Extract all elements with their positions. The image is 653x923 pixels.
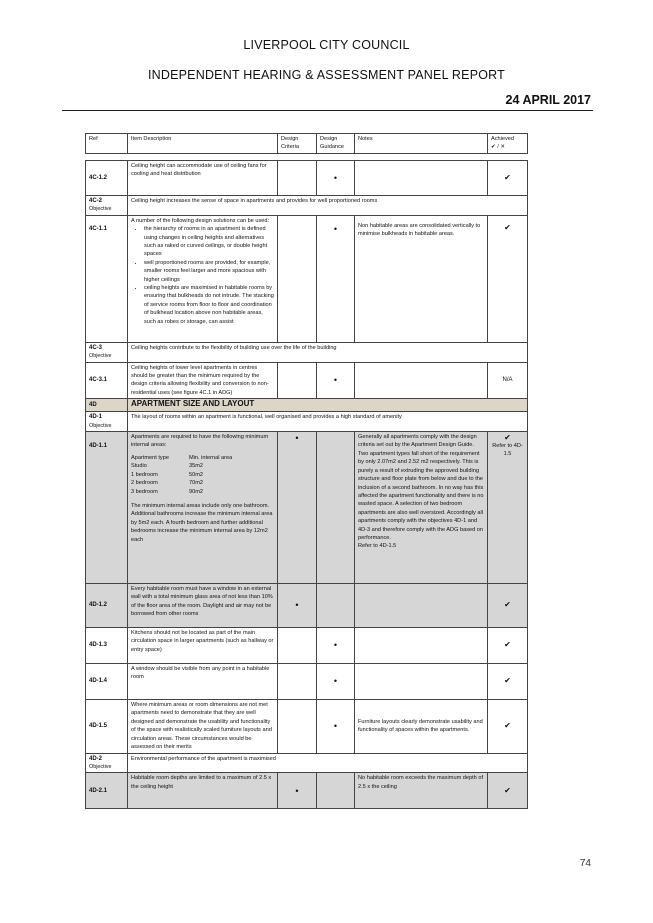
achieved-check: ✔: [488, 161, 528, 196]
compliance-table: [85, 133, 528, 809]
objective-desc: Environmental performance of the apartment is maximised: [128, 753, 528, 773]
row-desc: Every habitable room must have a window in an external wall with a total minimum glass area of not less than 10% of the floor area of the room. Daylight and air may not be borrowed from other rooms: [128, 584, 278, 628]
row-desc: Habitable room depths are limited to a maximum of 2.5 x the ceiling height: [128, 773, 278, 809]
apt-row: 2 bedroom 70m2: [131, 480, 203, 487]
achieved-marks: ✔ / ✕: [491, 144, 506, 151]
criteria-cell: [278, 628, 317, 664]
row-notes: Generally all apartments comply with the design criteria set out by the Apartment Design Guide. Two apartment types fall short of the requirement by only 2.07m2 and 2.52 m2 respectively. This is purely a result of extruding the approved building structure and floor plate from below and due to the inclusion of a second bathroom. In no way has this affected the apartment functionality and there is no wasted space. A selection of two bedroom apartments are also well oversized. Accordingly all apartments comply with the objectives 4D-1 and 4D-3 and therefore comply with the ADG based on performance. Refer to 4D-1.5: [355, 432, 488, 584]
row-ref: 4C-1.2: [86, 161, 128, 196]
objective-desc: Ceiling heights contribute to the flexibility of building use over the life of the building: [128, 342, 528, 362]
guidance-dot: •: [317, 628, 355, 664]
table-row: [86, 432, 528, 584]
apartment-area-table: [131, 454, 274, 496]
guidance-dot: •: [317, 362, 355, 399]
achieved-na: N/A: [488, 362, 528, 399]
criteria-dot: •: [278, 432, 317, 584]
col-header-notes: Notes: [355, 134, 488, 154]
row-ref: 4D-2 Objective: [86, 753, 128, 773]
desc-intro: Apartments are required to have the following minimum internal areas:: [131, 434, 269, 449]
row-ref: 4C-3.1: [86, 362, 128, 399]
col-header-guidance: Design Guidance: [317, 134, 355, 154]
table-row: [86, 773, 528, 809]
objective-row: [86, 196, 528, 216]
guidance-cell: [317, 773, 355, 809]
table-row: [86, 215, 528, 342]
apt-row: Studio 35m2: [131, 463, 203, 470]
row-desc: Where minimum areas or room dimensions are not met apartments need to demonstrate that they are well designed and demonstrate the usability and functionality of the space with realistically scaled furniture layouts and circulation areas. These circumstances would be assessed on their merits: [128, 700, 278, 753]
row-ref: 4D-1.2: [86, 584, 128, 628]
row-desc: Ceiling height can accommodate use of ceiling fans for cooling and heat distribution: [128, 161, 278, 196]
section-ref: 4D: [86, 399, 128, 412]
guidance-dot: •: [317, 700, 355, 753]
achieved-check: ✔: [504, 433, 511, 443]
objective-desc: The layout of rooms within an apartment is functional, well organised and provides a high standard of amenity: [128, 412, 528, 432]
guidance-dot: •: [317, 161, 355, 196]
list-item: • ceiling heights are maximised in habitable rooms by ensuring that bulkheads do not intrude. The stacking of service rooms from floor to floor and coordination of bulkhead location above non habitable areas, such as robes or storage, can assist: [144, 284, 274, 326]
notes-ref: Refer to 4D-1.5: [358, 543, 397, 550]
table-row: [86, 700, 528, 753]
row-ref: 4D-1.4: [86, 664, 128, 700]
page-number: 74: [579, 858, 591, 869]
apt-row: 1 bedroom 50m2: [131, 471, 203, 478]
guidance-cell: [317, 432, 355, 584]
desc-intro: A number of the following design solutions can be used:: [131, 217, 270, 224]
row-desc: [128, 432, 278, 584]
row-ref: 4C-3 Objective: [86, 342, 128, 362]
achieved-label: Achieved: [491, 136, 515, 142]
objective-label: Objective: [89, 422, 112, 429]
row-desc: [128, 215, 278, 342]
report-title: INDEPENDENT HEARING & ASSESSMENT PANEL REPORT: [147, 68, 505, 82]
notes-cell: [355, 362, 488, 399]
notes-cell: [355, 584, 488, 628]
achieved-cell: [488, 432, 528, 584]
desc-after: The minimum internal areas include only one bathroom. Additional bathrooms increase the minimum internal area by 5m2 each. A fourth bedroom and further additional bedrooms increase the minimum internal area by 12m2 each: [131, 502, 273, 543]
criteria-cell: [278, 215, 317, 342]
row-notes: Non habitable areas are consolidated vertically to minimise bulkheads in habitable areas.: [355, 215, 488, 342]
table-row: [86, 362, 528, 399]
col-header-criteria: Design Criteria: [278, 134, 317, 154]
council-title: LIVERPOOL CITY COUNCIL: [243, 38, 410, 52]
row-ref: 4C-1.1: [86, 215, 128, 342]
objective-label: Objective: [89, 353, 112, 360]
report-date: 24 APRIL 2017: [505, 93, 591, 107]
row-desc: Ceiling heights of lower level apartments in centres should be greater than the minimum required by the design criteria allowing flexibility and conversion to non-residential uses (see figure 4C.1 in ADG): [128, 362, 278, 399]
achieved-check: ✔: [488, 584, 528, 628]
criteria-cell: [278, 700, 317, 753]
notes-cell: [355, 628, 488, 664]
col-header-achieved: [488, 134, 528, 154]
solutions-list: [131, 225, 274, 326]
criteria-dot: •: [278, 584, 317, 628]
table-header-row: [86, 134, 528, 154]
criteria-cell: [278, 161, 317, 196]
notes-cell: [355, 664, 488, 700]
row-ref: 4D-1 Objective: [86, 412, 128, 432]
row-ref: 4D-1.5: [86, 700, 128, 753]
header-rule: [62, 110, 593, 111]
objective-desc: Ceiling height increases the sense of space in apartments and provides for well proportioned rooms: [128, 196, 528, 216]
criteria-dot: •: [278, 773, 317, 809]
criteria-cell: [278, 362, 317, 399]
list-item: • well proportioned rooms are provided, for example, smaller rooms feel larger and more spacious with higher ceilings: [144, 259, 274, 284]
achieved-check: ✔: [488, 628, 528, 664]
table-row: [86, 628, 528, 664]
section-row: [86, 399, 528, 412]
objective-row: [86, 753, 528, 773]
table-row: [86, 161, 528, 196]
guidance-dot: •: [317, 664, 355, 700]
row-desc: Kitchens should not be located as part of the main circulation space in larger apartments (such as hallway or entry space): [128, 628, 278, 664]
achieved-check: ✔: [488, 700, 528, 753]
objective-row: [86, 412, 528, 432]
row-ref: 4D-2.1: [86, 773, 128, 809]
achieved-check: ✔: [488, 215, 528, 342]
guidance-dot: •: [317, 215, 355, 342]
row-desc: A window should be visible from any point in a habitable room: [128, 664, 278, 700]
section-title: APARTMENT SIZE AND LAYOUT: [128, 399, 528, 412]
notes-cell: [355, 161, 488, 196]
row-ref: 4C-2 Objective: [86, 196, 128, 216]
row-ref: 4D-1.3: [86, 628, 128, 664]
achieved-check: ✔: [488, 664, 528, 700]
criteria-cell: [278, 664, 317, 700]
table-row: [86, 584, 528, 628]
row-ref: 4D-1.1: [86, 432, 128, 584]
apt-header: Apartment type Min. internal area: [131, 454, 233, 461]
guidance-cell: [317, 584, 355, 628]
list-item: • the hierarchy of rooms in an apartment is defined using changes in ceiling heights and alternatives such as raked or curved ceilings, or double height spaces: [144, 225, 274, 259]
objective-row: [86, 342, 528, 362]
achieved-ref: Refer to 4D-1.5: [492, 443, 523, 458]
row-notes: Furniture layouts clearly demonstrate usability and functionality of spaces within the apartments.: [355, 700, 488, 753]
table-row: [86, 664, 528, 700]
objective-label: Objective: [89, 763, 112, 770]
apt-row: 3 bedroom 90m2: [131, 488, 203, 495]
col-header-desc: Item Description: [128, 134, 278, 154]
objective-label: Objective: [89, 206, 112, 213]
achieved-check: ✔: [488, 773, 528, 809]
row-notes: No habitable room exceeds the maximum depth of 2.5 x the ceiling: [355, 773, 488, 809]
col-header-ref: Ref: [86, 134, 128, 154]
